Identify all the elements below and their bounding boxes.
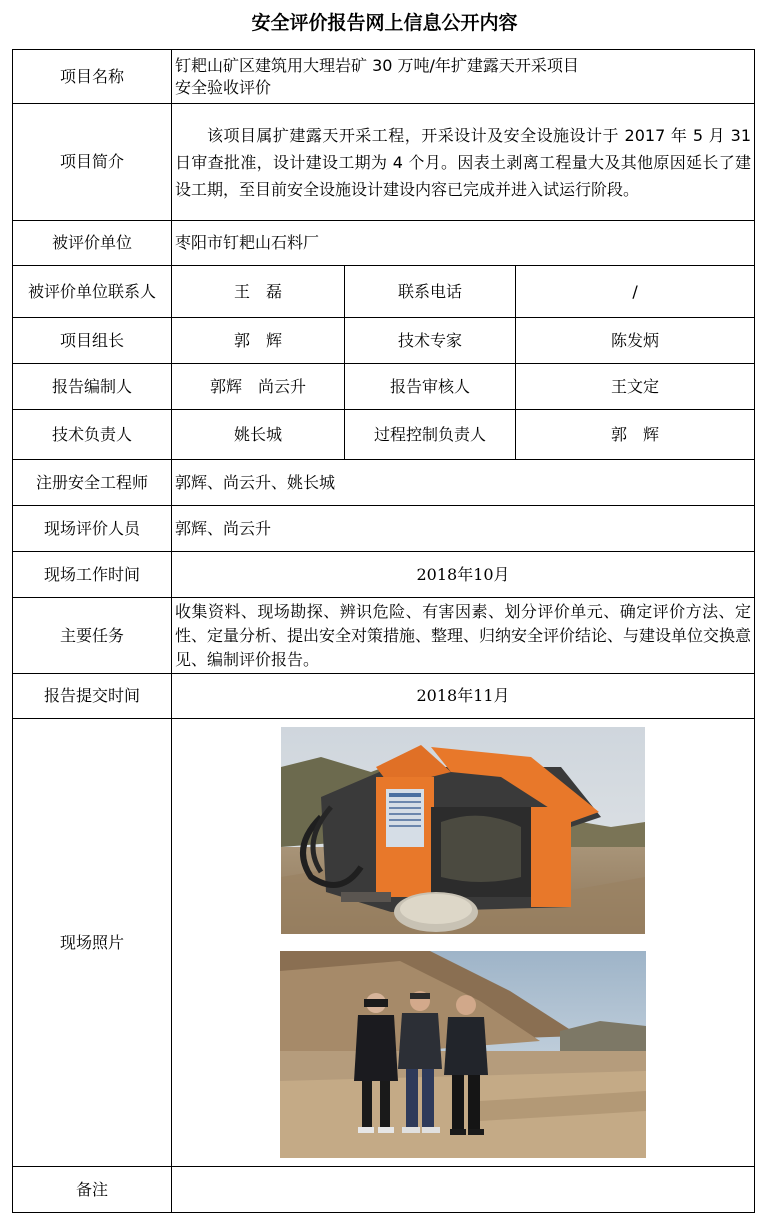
unit-contact-label: 被评价单位联系人 bbox=[13, 266, 172, 318]
row-site-time bbox=[13, 552, 755, 598]
expert-label: 技术专家 bbox=[345, 318, 516, 364]
report-author-value: 郭辉 尚云升 bbox=[172, 364, 345, 410]
project-intro-label: 项目简介 bbox=[13, 104, 172, 221]
project-name-line1: 钉耙山矿区建筑用大理岩矿 30 万吨/年扩建露天开采项目 bbox=[175, 55, 579, 75]
evaluators-label: 现场评价人员 bbox=[13, 506, 172, 552]
row-submit-time bbox=[13, 674, 755, 719]
process-label: 过程控制负责人 bbox=[345, 410, 516, 460]
main-tasks-label: 主要任务 bbox=[13, 598, 172, 674]
team-leader-value: 郭 辉 bbox=[172, 318, 345, 364]
remarks-value bbox=[172, 1167, 755, 1213]
site-time-label: 现场工作时间 bbox=[13, 552, 172, 598]
team-leader-label: 项目组长 bbox=[13, 318, 172, 364]
project-intro-value: 该项目属扩建露天开采工程，开采设计及安全设施设计于 2017 年 5 月 31 日审查批准，设计建设工期为 4 个月。因表土剥离工程量大及其他原因延长了建设工期，至目前安全设施设计建设内容已完成并进入试运行阶段。 bbox=[172, 104, 755, 221]
row-unit-contact bbox=[13, 266, 755, 318]
row-remarks bbox=[13, 1167, 755, 1213]
page-title: 安全评价报告网上信息公开内容 bbox=[251, 12, 518, 34]
project-name-label: 项目名称 bbox=[13, 50, 172, 104]
process-value: 郭 辉 bbox=[516, 410, 755, 460]
submit-time-label: 报告提交时间 bbox=[13, 674, 172, 719]
remarks-label: 备注 bbox=[13, 1167, 172, 1213]
evaluated-unit-value: 枣阳市钉耙山石料厂 bbox=[172, 221, 755, 266]
phone-value: / bbox=[516, 266, 755, 318]
unit-contact-value: 王 磊 bbox=[172, 266, 345, 318]
site-time-value: 2018年10月 bbox=[172, 552, 755, 598]
info-table bbox=[12, 49, 755, 1213]
reviewer-value: 王文定 bbox=[516, 364, 755, 410]
row-report-author bbox=[13, 364, 755, 410]
row-main-tasks bbox=[13, 598, 755, 674]
row-engineers bbox=[13, 460, 755, 506]
report-author-label: 报告编制人 bbox=[13, 364, 172, 410]
project-name-value bbox=[172, 50, 755, 104]
row-tech-lead bbox=[13, 410, 755, 460]
project-name-line2: 安全验收评价 bbox=[175, 77, 272, 97]
engineers-value: 郭辉、尚云升、姚长城 bbox=[172, 460, 755, 506]
row-evaluated-unit bbox=[13, 221, 755, 266]
photos-label: 现场照片 bbox=[13, 719, 172, 1167]
row-project-intro bbox=[13, 104, 755, 221]
team-photo bbox=[280, 951, 646, 1158]
reviewer-label: 报告审核人 bbox=[345, 364, 516, 410]
evaluators-value: 郭辉、尚云升 bbox=[172, 506, 755, 552]
row-evaluators bbox=[13, 506, 755, 552]
row-team-leader bbox=[13, 318, 755, 364]
photos-cell bbox=[172, 719, 755, 1167]
phone-label: 联系电话 bbox=[345, 266, 516, 318]
tech-lead-value: 姚长城 bbox=[172, 410, 345, 460]
engineers-label: 注册安全工程师 bbox=[13, 460, 172, 506]
compressor-photo bbox=[281, 727, 645, 934]
evaluated-unit-label: 被评价单位 bbox=[13, 221, 172, 266]
row-photos bbox=[13, 719, 755, 1167]
submit-time-value: 2018年11月 bbox=[172, 674, 755, 719]
tech-lead-label: 技术负责人 bbox=[13, 410, 172, 460]
main-tasks-value: 收集资料、现场勘探、辨识危险、有害因素、划分评价单元、确定评价方法、定性、定量分析、提出安全对策措施、整理、归纳安全评价结论、与建设单位交换意见、编制评价报告。 bbox=[172, 598, 755, 674]
expert-value: 陈发炳 bbox=[516, 318, 755, 364]
row-project-name bbox=[13, 50, 755, 104]
